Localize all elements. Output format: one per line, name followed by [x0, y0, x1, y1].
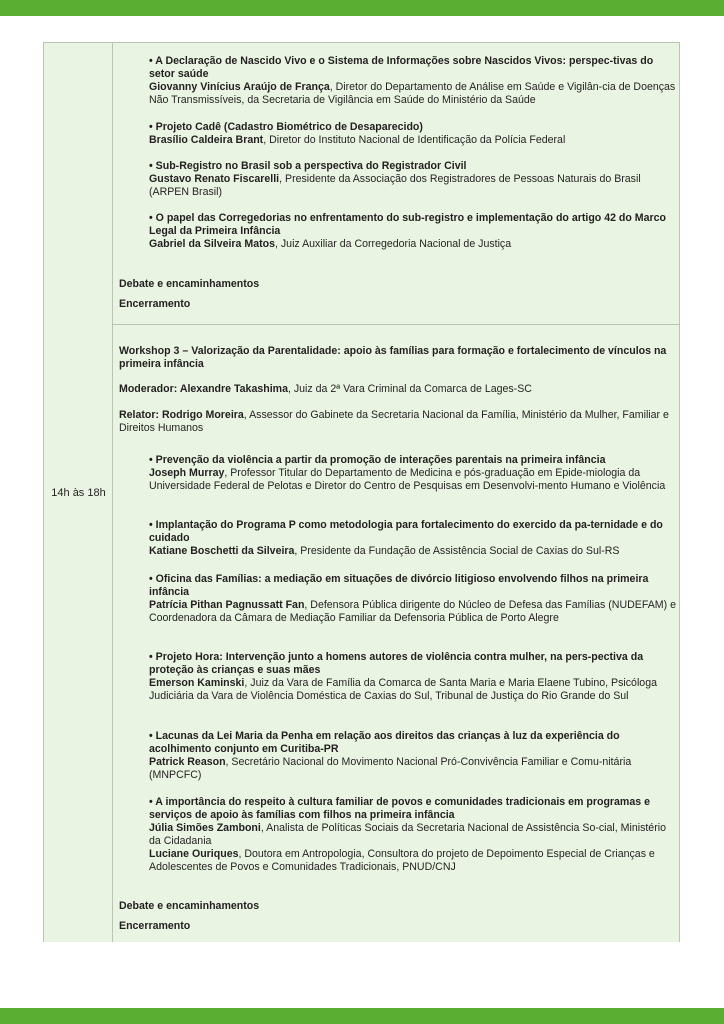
item-title: • Lacunas da Lei Maria da Penha em relação aos direitos das crianças à luz da experiência do acolhimento conjunto em Curitiba-PR [149, 730, 620, 755]
speaker-name: Katiane Boschetti da Silveira [149, 545, 295, 557]
debate-label: Debate e encaminhamentos [119, 900, 260, 912]
speaker-role: , Juiz Auxiliar da Corregedoria Nacional de Justiça [275, 238, 512, 250]
list-item [149, 651, 677, 703]
list-item [149, 454, 677, 493]
time-label: 14h às 18h [51, 487, 106, 499]
closing-label: Encerramento [119, 920, 191, 932]
speaker-name: Júlia Simões Zamboni [149, 822, 261, 834]
row-divider [113, 324, 679, 325]
item-title: • Implantação do Programa P como metodologia para fortalecimento do exercido da pa-ternidade e do cuidado [149, 519, 663, 544]
speaker-role: , Diretor do Instituto Nacional de Identificação da Polícia Federal [263, 134, 566, 146]
list-item [149, 796, 677, 874]
item-title: • Oficina das Famílias: a mediação em situações de divórcio litigioso envolvendo filhos na primeira infância [149, 573, 649, 598]
speaker-name: Joseph Murray [149, 467, 225, 479]
schedule-table [43, 42, 680, 942]
speaker [149, 545, 677, 558]
speaker-name: Patrícia Pithan Pagnussatt Fan [149, 599, 305, 611]
speaker [149, 599, 677, 625]
workshop-title: Workshop 3 – Valorização da Parentalidade: apoio às famílias para formação e fortalecimento de vínculos na primeira infância [119, 345, 667, 370]
item-title: • Prevenção da violência a partir da promoção de interações parentais na primeira infância [149, 454, 606, 466]
speaker [149, 238, 677, 251]
speaker [149, 848, 677, 874]
list-item [149, 55, 677, 107]
speaker-name: Gustavo Renato Fiscarelli [149, 173, 280, 185]
moderator-role: , Juiz da 2ª Vara Criminal da Comarca de Lages-SC [287, 383, 532, 395]
item-title: • Projeto Hora: Intervenção junto a homens autores de violência contra mulher, na pers-pectiva da proteção às crianças e suas mães [149, 651, 644, 676]
speaker-name: Luciane Ouriques [149, 848, 239, 860]
speaker [149, 467, 677, 493]
speaker-role: , Presidente da Associação dos Registradores de Pessoas Naturais do Brasil (ARPEN Brasil) [149, 173, 641, 198]
speaker [149, 756, 677, 782]
top-green-bar [0, 0, 724, 16]
rapporteur-role: , Assessor do Gabinete da Secretaria Nacional da Família, Ministério da Mulher, Familiar e Direitos Humanos [119, 409, 669, 434]
item-title: • Projeto Cadê (Cadastro Biométrico de Desaparecido) [149, 121, 423, 133]
item-title: • A importância do respeito à cultura familiar de povos e comunidades tradicionais em programas e serviços de apoio às famílias com filhos na primeira infância [149, 796, 650, 821]
closing-label: Encerramento [119, 298, 191, 310]
speaker [149, 173, 677, 199]
moderator-label: Moderador: Alexandre Takashima [119, 383, 288, 395]
speaker [149, 81, 677, 107]
list-item [149, 519, 677, 558]
speaker-name: Gabriel da Silveira Matos [149, 238, 275, 250]
item-title: • O papel das Corregedorias no enfrentamento do sub-registro e implementação do artigo 42 do Marco Legal da Primeira Infância [149, 212, 667, 237]
list-item [149, 212, 677, 251]
rapporteur-label: Relator: Rodrigo Moreira [119, 409, 244, 421]
speaker-name: Giovanny Vinícius Araújo de França [149, 81, 330, 93]
moderator-line [119, 383, 674, 396]
rapporteur-line [119, 409, 674, 435]
speaker [149, 677, 677, 703]
speaker-role: , Secretário Nacional do Movimento Nacional Pró-Convivência Familiar e Comu-nitária (MNPCFC) [149, 756, 632, 781]
time-column [44, 43, 113, 942]
speaker-role: , Presidente da Fundação de Assistência Social de Caxias do Sul-RS [294, 545, 620, 557]
list-item [149, 730, 677, 782]
speaker [149, 134, 677, 147]
speaker-role: , Diretor do Departamento de Análise em Saúde e Vigilân-cia de Doenças Não Transmissíveis, da Secretaria de Vigilância em Saúde do Ministério da Saúde [149, 81, 676, 106]
speaker-role: , Doutora em Antropologia, Consultora do projeto de Depoimento Especial de Crianças e Adolescentes de Povos e Comunidades Tradicionais, PNUD/CNJ [149, 848, 655, 873]
speaker-name: Brasílio Caldeira Brant [149, 134, 264, 146]
speaker-role: , Juiz da Vara de Família da Comarca de Santa Maria e Maria Elaene Tubino, Psicóloga Judiciária da Vara de Violência Doméstica de Caxias do Sul, Tribunal de Justiça do Rio Grande do Sul [149, 677, 657, 702]
list-item [149, 573, 677, 625]
list-item [149, 160, 677, 199]
speaker-role: , Analista de Políticas Sociais da Secretaria Nacional de Assistência So-cial, Ministério da Cidadania [149, 822, 666, 847]
speaker [149, 822, 677, 848]
bottom-green-bar [0, 1008, 724, 1024]
speaker-name: Emerson Kaminski [149, 677, 245, 689]
speaker-role: , Professor Titular do Departamento de Medicina e pós-graduação em Epide-miologia da Universidade Federal de Pelotas e Diretor do Centro de Pesquisas em Desenvolvi-mento Humano e Violência [149, 467, 666, 492]
item-title: • Sub-Registro no Brasil sob a perspectiva do Registrador Civil [149, 160, 467, 172]
list-item [149, 121, 677, 147]
speaker-name: Patrick Reason [149, 756, 226, 768]
item-title: • A Declaração de Nascido Vivo e o Sistema de Informações sobre Nascidos Vivos: perspec-tivas do setor saúde [149, 55, 654, 80]
speaker-role: , Defensora Pública dirigente do Núcleo de Defesa das Famílias (NUDEFAM) e Coordenadora da Câmara de Mediação Familiar da Defensoria Pública de Porto Alegre [149, 599, 676, 624]
content-column [113, 43, 679, 942]
debate-label: Debate e encaminhamentos [119, 278, 260, 290]
